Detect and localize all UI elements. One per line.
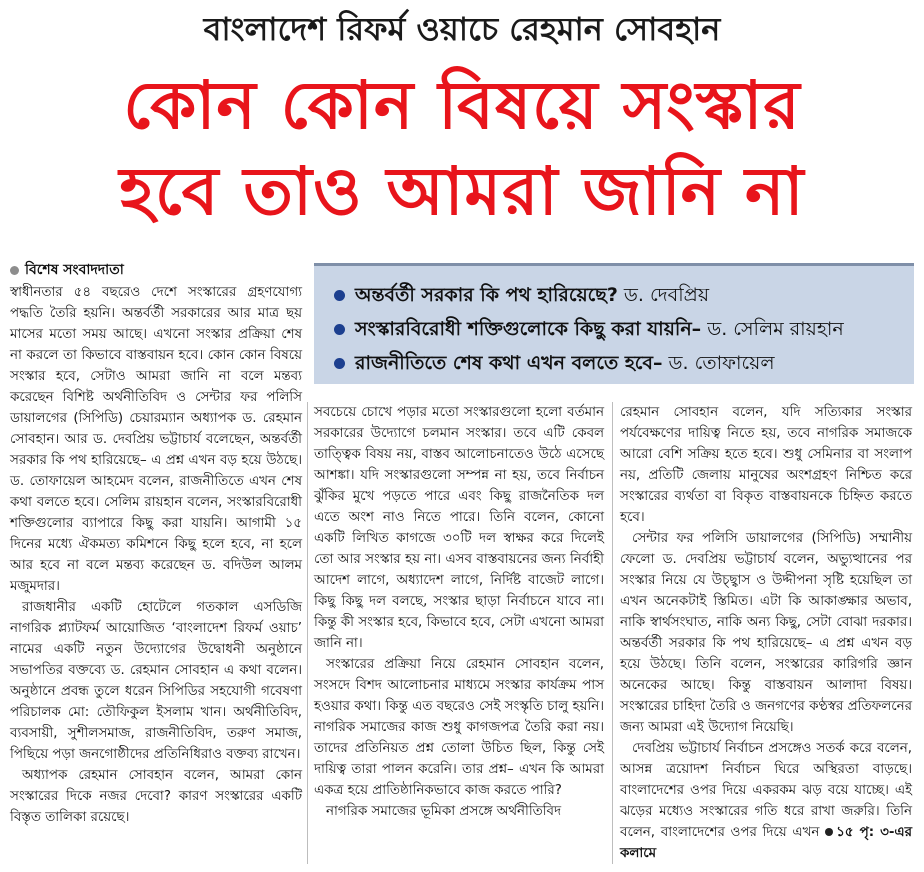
main-headline-line-2: হবে তাও আমরা জানি না (119, 153, 805, 230)
kicker-headline: বাংলাদেশ রিফর্ম ওয়াচে রেহমান সোবহান (203, 10, 721, 48)
pull-quote (334, 348, 774, 378)
column-divider (612, 402, 613, 864)
paragraph: সবচেয়ে চোখে পড়ার মতো সংস্কারগুলো হলো বর্তমান সরকারের উদ্যোগে চলমান সংস্কার। তবে এটি কেবল তাত্ত্বিক বিষয় নয়, বাস্তব আলোচনাতেও উঠে এসেছে আশঙ্কা। যদি সংস্কারগুলো সম্পন্ন না হয়, তবে নির্বাচন ঝুঁকির মুখে পড়তে পারে এবং কিছু রাজনৈতিক দল এতে অংশ নাও নিতে পারে। তিনি বলেন, কোনো একটি লিখিত কাগজে ৩০টি দল স্বাক্ষর করে দিলেই তো আর সংস্কার হয় না। এসব বাস্তবায়নের জন্য নির্বাহী আদেশ লাগে, অধ্যাদেশ লাগে, নির্দিষ্ট বাজেট লাগে। কিছু কিছু দল বলছে, সংস্কার ছাড়া নির্বাচনে যাবে না। কিন্তু কী সংস্কার হবে, কিভাবে হবে, সেটা এখনো আমরা জানি না। (314, 405, 604, 651)
bullet-icon (10, 266, 19, 275)
article-column-3 (620, 402, 912, 864)
pull-quote-text: সংস্কারবিরোধী শক্তিগুলোকে কিছু করা যায়নি– (355, 318, 702, 340)
byline (10, 258, 124, 282)
pull-quote (334, 280, 709, 310)
pull-quote-speaker: ড. সেলিম রায়হান (701, 318, 844, 340)
pull-quote-box (314, 263, 914, 384)
column-divider (307, 402, 308, 864)
paragraph: সংস্কারের প্রক্রিয়া নিয়ে রেহমান সোবহান বলেন, সংসদে বিশদ আলোচনার মাধ্যমে সংস্কার কার্যক্রম পাস হওয়ার কথা। কিন্তু এত বছরেও সেই সংস্কৃতি চালু হয়নি। নাগরিক সমাজের কাজ শুধু কাগজপত্র তৈরি করা নয়। তাদের প্রতিনিয়ত প্রশ্ন তোলা উচিত ছিল, কিন্তু সেই দায়িত্ব তারা পালন করেনি। তার প্রশ্ন– এখন কি আমরা একত্র হয়ে প্রাতিষ্ঠানিকভাবে কাজ করতে পারি? (314, 657, 604, 798)
jump-bullet-icon (825, 828, 833, 836)
bullet-icon (334, 324, 345, 335)
pull-quote-speaker: ড. তোফায়েল (662, 352, 775, 374)
pull-quote-speaker: ড. দেবপ্রিয় (617, 284, 710, 306)
paragraph: অধ্যাপক রেহমান সোবহান বলেন, আমরা কোন সংস্কারের দিকে নজর দেবো? কারণ সংস্কারের একটি বিস্তৃত তালিকা রয়েছে। (10, 768, 302, 825)
article-column-2 (314, 402, 604, 822)
pull-quote-text: রাজনীতিতে শেষ কথা এখন বলতে হবে– (355, 352, 663, 374)
paragraph-text: দেবপ্রিয় ভট্টাচার্য নির্বাচন প্রসঙ্গেও সতর্ক করে বলেন, আসন্ন ত্রয়োদশ নির্বাচন ঘিরে অস্থিরতা বাড়ছে। বাংলাদেশের ওপর দিয়ে একরকম ঝড় বয়ে যাচ্ছে। এই ঝড়ের মধ্যেও সংস্কারের গতি ধরে রাখা জরুরি। তিনি বলেন, বাংলাদেশের ওপর দিয়ে এখন (620, 741, 912, 840)
bullet-icon (334, 358, 345, 369)
jump-text: ১৫ পৃ: ৩-এর কলামে (620, 825, 912, 861)
pull-quote-text: অন্তর্বর্তী সরকার কি পথ হারিয়েছে? (355, 284, 618, 306)
byline-text: বিশেষ সংবাদদাতা (25, 262, 124, 278)
paragraph: সেন্টার ফর পলিসি ডায়ালগের (সিপিডি) সম্মানীয় ফেলো ড. দেবপ্রিয় ভট্টাচার্য বলেন, অভ্যুত্থানের পর সংস্কার নিয়ে যে উচ্ছ্বাস ও উদ্দীপনা সৃষ্টি হয়েছিল তা এখন অনেকটাই স্তিমিত। এটা কি আকাঙ্ক্ষার অভাব, নাকি স্বার্থসংঘাত, নাকি অন্য কিছু, সেটা বোঝা দরকার। অন্তর্বর্তী সরকার কি পথ হারিয়েছে– এ প্রশ্ন এখন বড় হয়ে উঠছে। তিনি বলেন, সংস্কারের কারিগরি জ্ঞান অনেকের আছে। কিন্তু বাস্তবায়ন আলাদা বিষয়। সংস্কারের চাহিদা তৈরি ও জনগণের কণ্ঠস্বর প্রতিফলনের জন্য আমরা এই উদ্যোগ নিয়েছি। (620, 531, 912, 735)
paragraph: রাজধানীর একটি হোটেলে গতকাল এসডিজি নাগরিক প্ল্যাটফর্ম আয়োজিত ‘বাংলাদেশ রিফর্ম ওয়াচ’ নামের একটি নতুন উদ্যোগের উদ্বোধনী অনুষ্ঠানে সভাপতির বক্তব্যে ড. রেহমান সোবহান এ কথা বলেন। অনুষ্ঠানে প্রবন্ধ তুলে ধরেন সিপিডির সহযোগী গবেষণা পরিচালক মো: তৌফিকুল ইসলাম খান। অর্থনীতিবিদ, ব্যবসায়ী, সুশীলসমাজ, রাজনীতিবিদ, তরুণ সমাজ, পিছিয়ে পড়া জনগোষ্ঠীদের প্রতিনিধিরাও বক্তব্য রাখেন। (10, 600, 302, 762)
paragraph: রেহমান সোবহান বলেন, যদি সত্যিকার সংস্কার পর্যবেক্ষণের দায়িত্ব নিতে হয়, তবে নাগরিক সমাজকে আরো বেশি সক্রিয় হতে হবে। শুধু সেমিনার বা সংলাপ নয়, প্রতিটি জেলায় মানুষের অংশগ্রহণ নিশ্চিত করে সংস্কারের ব্যর্থতা বা বিকৃত বাস্তবায়নকে চিহ্নিত করতে হবে। (620, 405, 912, 525)
paragraph: স্বাধীনতার ৫৪ বছরেও দেশে সংস্কারের গ্রহণযোগ্য পদ্ধতি তৈরি হয়নি। অন্তর্বর্তী সরকারের আর মাত্র ছয় মাসের মতো সময় আছে। এখনো সংস্কার প্রক্রিয়া শেষ না করলে তা কিভাবে বাস্তবায়ন হবে। কোন কোন বিষয়ে সংস্কার হবে, সেটাও আমরা জানি না বলে মন্তব্য করেছেন বিশিষ্ট অর্থনীতিবিদ ও সেন্টার ফর পলিসি ডায়ালগের (সিপিডি) চেয়ারম্যান অধ্যাপক ড. রেহমান সোবহান। আর ড. দেবপ্রিয় ভট্টাচার্য বলেছেন, অন্তর্বর্তী সরকার কি পথ হারিয়েছে– এ প্রশ্ন এখন বড় হয়ে উঠছে। ড. তোফায়েল আহমেদ বলেন, রাজনীতিতে এখন শেষ কথা বলতে হবে। সেলিম রায়হান বলেন, সংস্কারবিরোধী শক্তিগুলোর ব্যাপারে কিছু করা যায়নি। আগামী ১৫ দিনের মধ্যে ঐকমত্য কমিশনে কিছু হলে হবে, না হলে আর হবে না বলে মন্তব্য করেছেন ড. বদিউল আলম মজুমদার। (10, 285, 302, 594)
bullet-icon (334, 290, 345, 301)
paragraph: নাগরিক সমাজের ভূমিকা প্রসঙ্গে অর্থনীতিবিদ (326, 804, 562, 819)
article-column-1 (10, 282, 302, 828)
paragraph (620, 738, 912, 864)
main-headline-line-1: কোন কোন বিষয়ে সংস্কার (123, 67, 801, 144)
pull-quote (334, 314, 844, 344)
